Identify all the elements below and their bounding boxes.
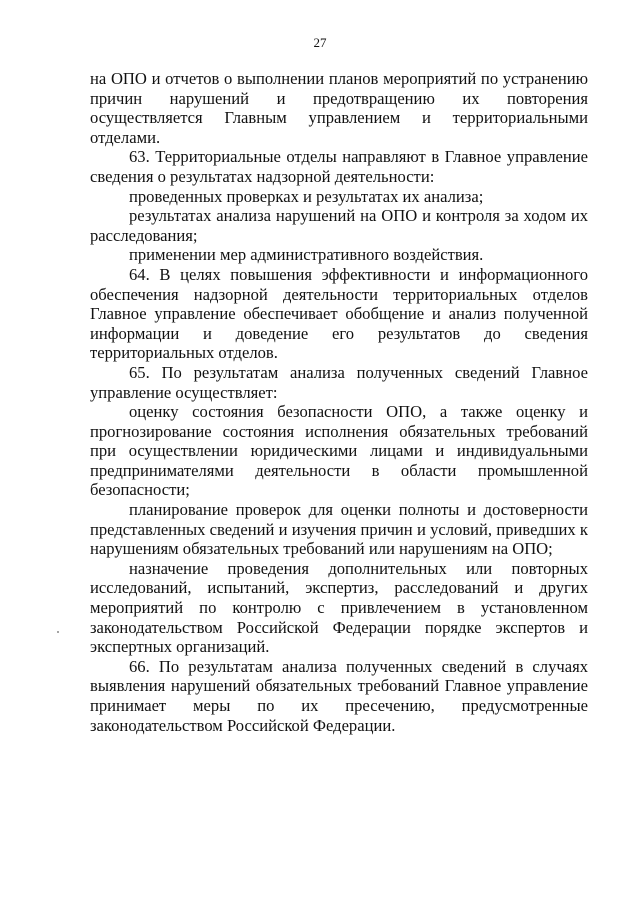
- list-item-safety-assessment: оценку состояния безопасности ОПО, а также оценку и прогнозирование состояния исполнения обязательных требований при осуществлении юридическими лицами и индивидуальными предпринимателями деятельности в области промышленной безопасности;: [90, 402, 588, 500]
- document-body: [90, 69, 588, 735]
- page-number: 27: [313, 35, 327, 50]
- list-item-violations-analysis: результатах анализа нарушений на ОПО и контроля за ходом их расследования;: [90, 206, 588, 245]
- list-item-inspection-planning: планирование проверок для оценки полноты и достоверности представленных сведений и изучения причин и условий, приведших к нарушениям обязательных требований или нарушениям на ОПО;: [90, 500, 588, 559]
- list-item-inspections: проведенных проверках и результатах их анализа;: [129, 186, 484, 206]
- paragraph-66: 66. По результатам анализа полученных сведений в случаях выявления нарушений обязательных требований Главное управление принимает меры по их пресечению, предусмотренные законодательством Российской Федерации.: [90, 656, 588, 735]
- list-item-additional-research: назначение проведения дополнительных или повторных исследований, испытаний, экспертиз, расследований и других мероприятий по контролю с привлечением в установленном законодательством Российской Федерации порядке экспертов и экспертных организаций.: [90, 558, 588, 657]
- list-item-administrative-measures: применении мер административного воздействия.: [129, 245, 484, 265]
- paragraph-65: 65. По результатам анализа полученных сведений Главное управление осуществляет:: [90, 362, 588, 402]
- scan-speck: [57, 631, 59, 633]
- paragraph-continuation: на ОПО и отчетов о выполнении планов мероприятий по устранению причин нарушений и предотвращению их повторения осуществляется Главным управлением и территориальными отделами.: [90, 69, 588, 147]
- paragraph-64: 64. В целях повышения эффективности и информационного обеспечения надзорной деятельности территориальных отделов Главное управление обеспечивает обобщение и анализ полученной информации и доведение его результатов до сведения территориальных отделов.: [90, 264, 588, 363]
- paragraph-63: 63. Территориальные отделы направляют в Главное управление сведения о результатах надзорной деятельности:: [90, 147, 588, 186]
